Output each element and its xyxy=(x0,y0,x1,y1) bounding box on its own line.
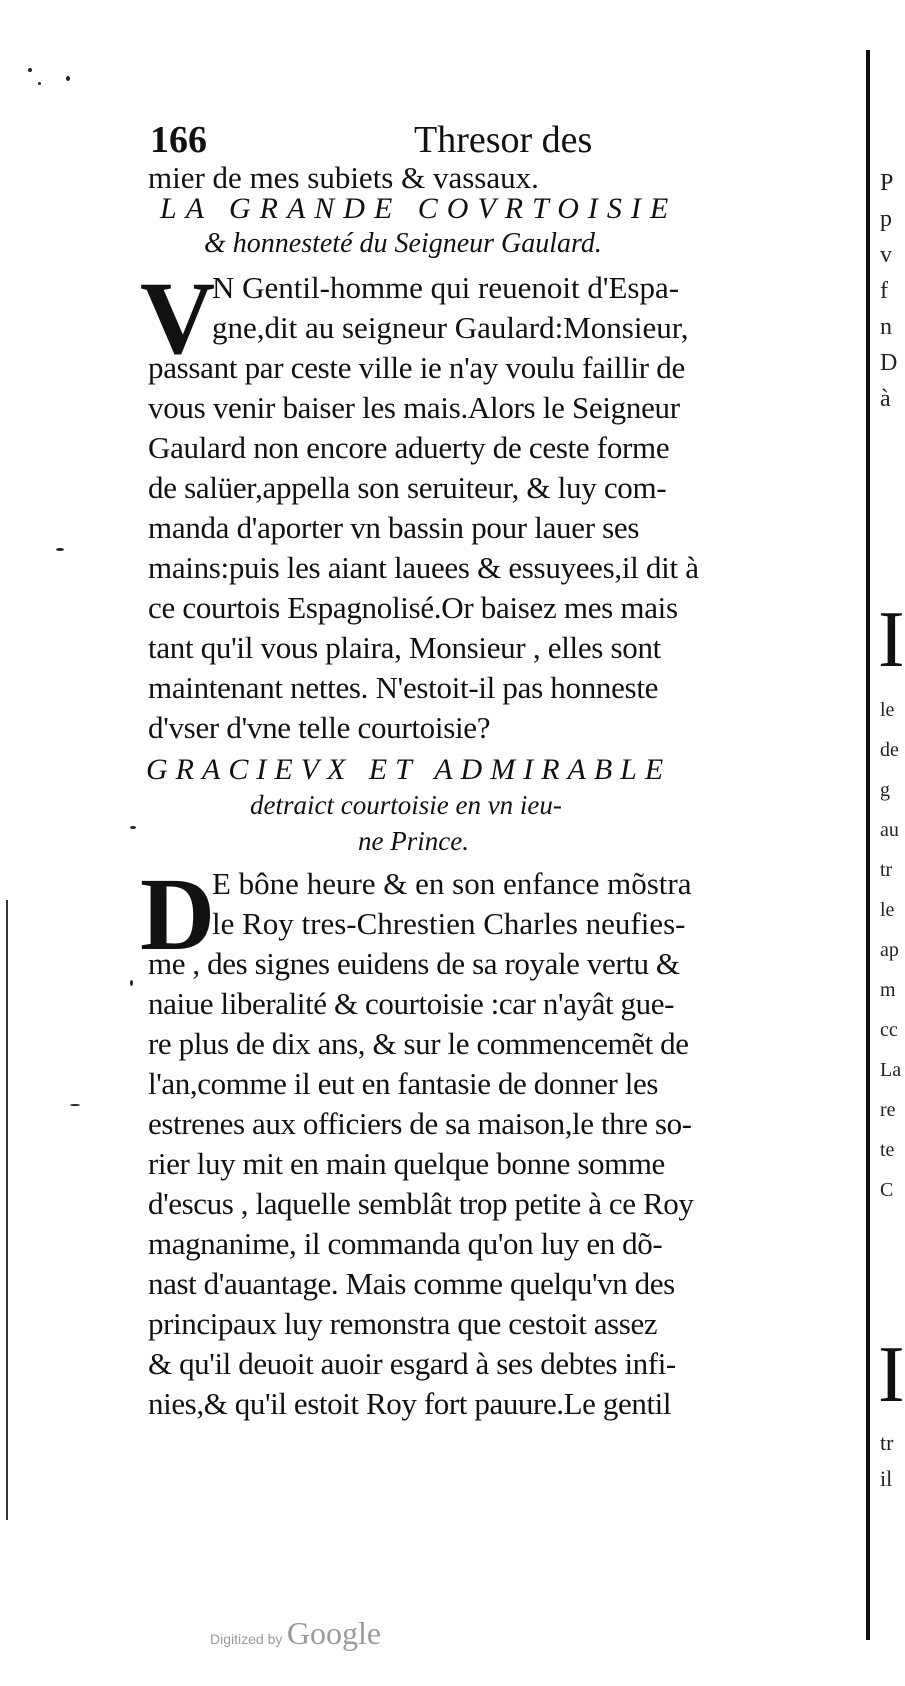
bleed-letter: cc xyxy=(880,1019,898,1041)
scan-speck xyxy=(28,68,32,72)
text-line: ce courtois Espagnolisé.Or baisez mes mais xyxy=(148,590,678,625)
bleed-letter: f xyxy=(880,278,888,304)
page-spine-shadow xyxy=(866,50,870,1640)
text-line: re plus de dix ans, & sur le commencemẽt de xyxy=(148,1026,689,1061)
bleed-letter: v xyxy=(880,242,892,268)
bleed-letter: te xyxy=(880,1139,895,1161)
digitized-label: Digitized by xyxy=(210,1631,283,1647)
facing-page-bleed-bottom xyxy=(880,1425,899,1497)
text-line: mier de mes subiets & vassaux. xyxy=(148,160,539,195)
page-number: 166 xyxy=(150,119,207,161)
bleed-letter: P xyxy=(880,170,894,196)
scan-speck xyxy=(130,980,133,986)
bleed-letter: tr xyxy=(880,1430,894,1455)
bleed-letter: il xyxy=(880,1466,893,1491)
scan-speck xyxy=(56,548,64,551)
text-line: vous venir baiser les mais.Alors le Seigneur xyxy=(148,390,680,425)
paragraph-first-lines xyxy=(212,864,822,944)
bleed-letter: m xyxy=(880,979,896,1001)
text-line: d'escus , laquelle semblât trop petite à ce Roy xyxy=(148,1186,694,1221)
section-heading: LA GRANDE COVRTOISIE xyxy=(160,192,678,225)
text-line: l'an,comme il eut en fantasie de donner les xyxy=(148,1066,659,1101)
drop-capital: V xyxy=(140,261,216,376)
bleed-letter: le xyxy=(880,899,895,921)
text-line: d'vser d'vne telle courtoisie? xyxy=(148,710,491,745)
scan-speck xyxy=(130,826,136,829)
text-line: manda d'aporter vn bassin pour lauer ses xyxy=(148,510,640,545)
bleed-letter: g xyxy=(880,779,890,801)
section-subheading: & honnesteté du Seigneur Gaulard. xyxy=(204,228,602,259)
text-line: Gaulard non encore aduerty de ceste forme xyxy=(148,430,670,465)
text-line: & qu'il deuoit auoir esgard à ses debtes infi- xyxy=(148,1346,676,1381)
text-line: le Roy tres-Chrestien Charles neufies- xyxy=(212,906,686,941)
bleed-letter: D xyxy=(880,350,898,376)
scan-speck xyxy=(38,82,41,85)
bleed-letter: C xyxy=(880,1179,894,1201)
facing-page-dropcap-2: I xyxy=(878,1331,905,1419)
bleed-letter: au xyxy=(880,819,899,841)
text-line: passant par ceste ville ie n'ay voulu faillir de xyxy=(148,350,685,385)
section-heading: GRACIEVX ET ADMIRABLE xyxy=(146,753,672,786)
paragraph-first-lines xyxy=(212,268,822,348)
bleed-letter: à xyxy=(880,386,891,412)
text-line: nast d'auantage. Mais comme quelqu'vn des xyxy=(148,1266,675,1301)
paragraph-body xyxy=(148,348,828,748)
scan-speck xyxy=(70,1104,80,1106)
running-title: Thresor des xyxy=(414,119,593,161)
left-page-edge xyxy=(6,900,8,1520)
drop-capital: D xyxy=(140,857,216,972)
scan-speck xyxy=(66,76,70,81)
google-logo: Google xyxy=(286,1615,382,1651)
section-subheading: ne Prince. xyxy=(358,826,469,856)
text-line: naiue liberalité & courtoisie :car n'ayât gue- xyxy=(148,986,675,1021)
text-line: principaux luy remonstra que cestoit assez xyxy=(148,1306,658,1341)
text-line: estrenes aux officiers de sa maison,le thre so- xyxy=(148,1106,692,1141)
bleed-letter: ap xyxy=(880,939,899,961)
facing-page-bleed-mid xyxy=(880,690,902,1210)
bleed-letter: de xyxy=(880,739,899,761)
text-line: magnanime, il commanda qu'on luy en dõ- xyxy=(148,1226,663,1261)
digitized-by-google-watermark xyxy=(210,1615,381,1652)
text-line: nies,& qu'il estoit Roy fort pauure.Le gentil xyxy=(148,1386,672,1421)
bleed-letter: n xyxy=(880,314,892,340)
bleed-letter: le xyxy=(880,699,895,721)
facing-page-dropcap: I xyxy=(878,596,905,684)
text-line: me , des signes euidens de sa royale vertu & xyxy=(148,946,680,981)
bleed-letter: La xyxy=(880,1059,902,1081)
text-line: mains:puis les aiant lauees & essuyees,il dit à xyxy=(148,550,699,585)
text-line: gne,dit au seigneur Gaulard:Monsieur, xyxy=(212,310,689,345)
text-line: tant qu'il vous plaira, Monsieur , elles sont xyxy=(148,630,661,665)
text-line: maintenant nettes. N'estoit-il pas honneste xyxy=(148,670,659,705)
text-line: rier luy mit en main quelque bonne somme xyxy=(148,1146,665,1181)
bleed-letter: tr xyxy=(880,859,893,881)
text-line: N Gentil-homme qui reuenoit d'Espa- xyxy=(212,270,680,305)
bleed-letter: p xyxy=(880,206,892,232)
section-subheading: detraict courtoisie en vn ieu- xyxy=(250,790,562,820)
facing-page-bleed-top xyxy=(880,165,899,417)
bleed-letter: re xyxy=(880,1099,896,1121)
paragraph-body xyxy=(148,944,828,1424)
text-line: E bône heure & en son enfance mõstra xyxy=(212,866,692,901)
text-line: de salüer,appella son seruiteur, & luy com- xyxy=(148,470,667,505)
